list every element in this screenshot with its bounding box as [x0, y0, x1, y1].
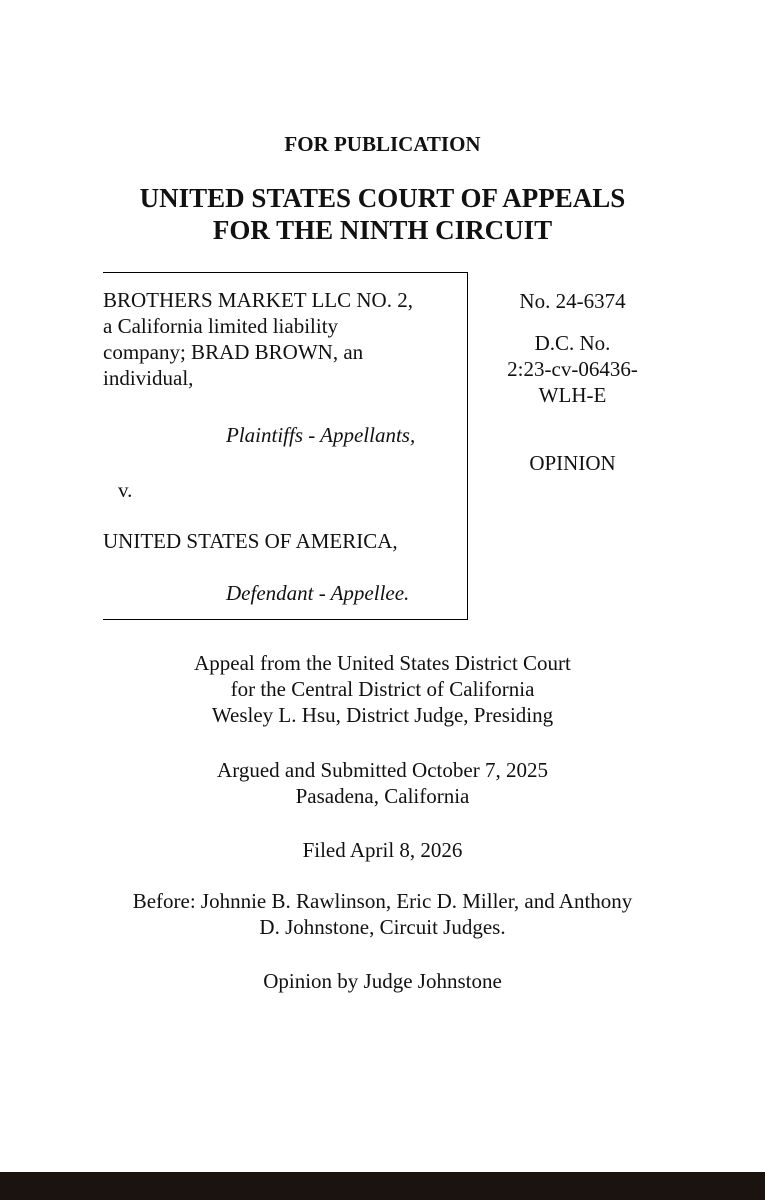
opinion-author: Opinion by Judge Johnstone [263, 969, 502, 993]
district-court-number-line-1: D.C. No. [534, 331, 611, 355]
plaintiff-line-1: BROTHERS MARKET LLC NO. 2, [103, 288, 413, 312]
plaintiff-line-3: company; BRAD BROWN, an [103, 340, 364, 364]
filed-date: Filed April 8, 2026 [302, 838, 463, 862]
bottom-bar [0, 1172, 765, 1200]
docket-number: No. 24-6374 [519, 289, 626, 313]
plaintiff-line-2: a California limited liability [103, 314, 339, 338]
defendant-role: Defendant - Appellee. [226, 581, 410, 605]
defendant-name: UNITED STATES OF AMERICA, [103, 529, 398, 553]
versus: v. [118, 478, 133, 502]
appeal-line-2: for the Central District of California [230, 677, 535, 701]
argued-date: Argued and Submitted October 7, 2025 [217, 758, 548, 782]
court-name-line-1: UNITED STATES COURT OF APPEALS [139, 183, 626, 213]
publication-status: FOR PUBLICATION [284, 132, 481, 156]
court-name-line-2: FOR THE NINTH CIRCUIT [212, 215, 553, 245]
appeal-line-3: Wesley L. Hsu, District Judge, Presiding [211, 703, 554, 727]
plaintiff-role: Plaintiffs - Appellants, [226, 423, 416, 447]
argued-location: Pasadena, California [295, 784, 470, 808]
district-court-number-line-2: 2:23-cv-06436- [507, 357, 638, 381]
panel-line-1: Before: Johnnie B. Rawlinson, Eric D. Miller, and Anthony [132, 889, 633, 913]
plaintiff-line-4: individual, [103, 366, 194, 390]
panel-line-2: D. Johnstone, Circuit Judges. [259, 915, 506, 939]
appeal-line-1: Appeal from the United States District Court [194, 651, 571, 675]
district-court-number-line-3: WLH-E [538, 383, 607, 407]
document-type: OPINION [529, 451, 616, 475]
